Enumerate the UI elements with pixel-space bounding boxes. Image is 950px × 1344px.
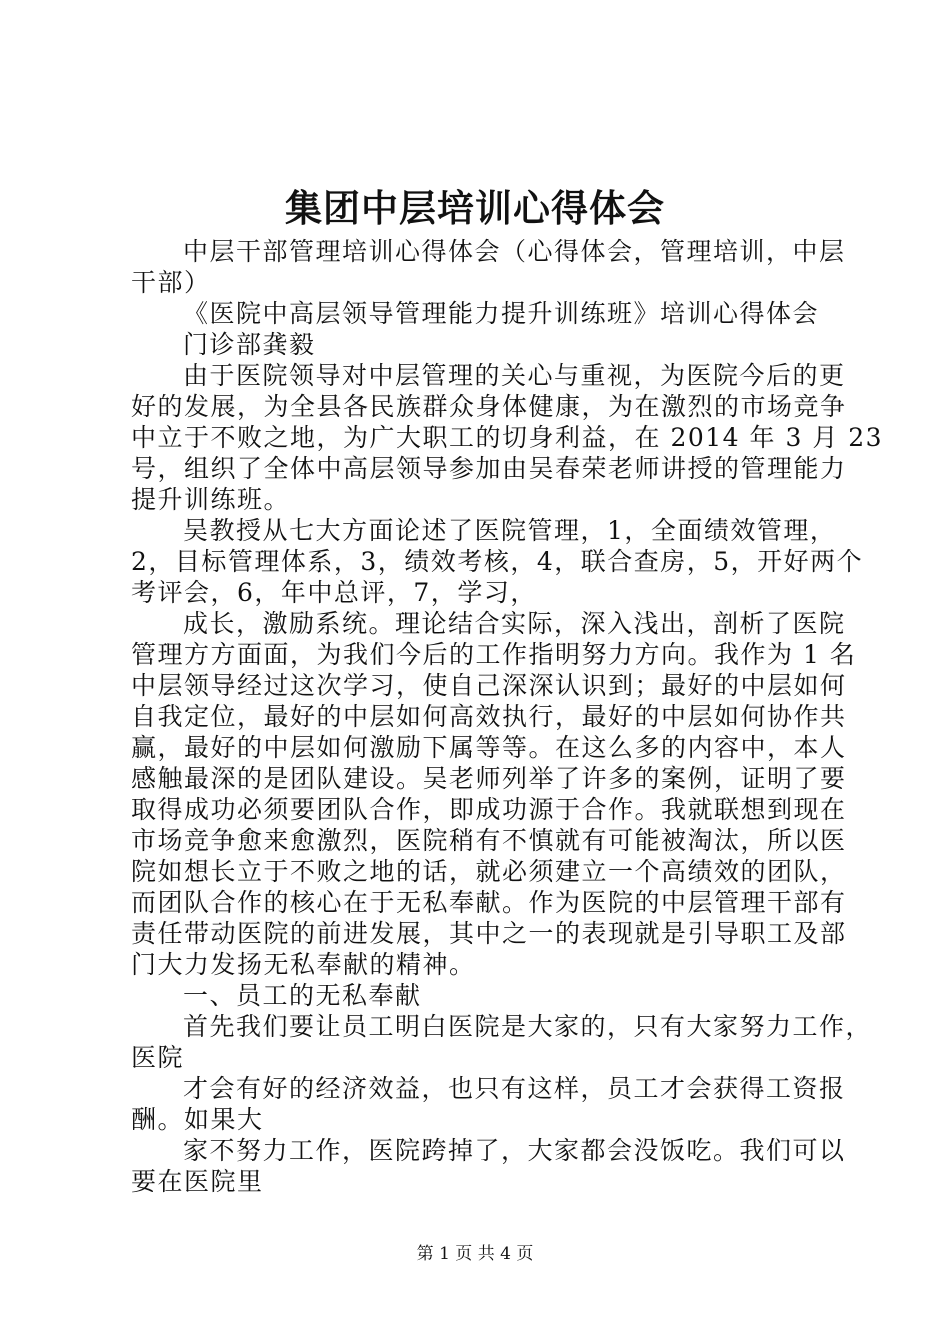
text-line: 要在医院里 [131,1167,264,1196]
text-line: 门诊部龚毅 [183,330,316,359]
text-line: 家不努力工作，医院跨掉了，大家都会没饭吃。我们可以 [183,1136,846,1165]
text-line: 赢，最好的中层如何激励下属等等。在这么多的内容中，本人 [131,733,847,762]
text-line: 中层干部管理培训心得体会（心得体会，管理培训，中层 [183,237,846,266]
text-line: 酬。如果大 [131,1105,264,1134]
text-line: 一、员工的无私奉献 [183,981,422,1010]
text-line: 自我定位，最好的中层如何高效执行，最好的中层如何协作共 [131,702,847,731]
text-line: 中立于不败之地，为广大职工的切身利益，在 2014 年 3 月 23 [131,423,884,452]
text-line: 管理方方面面，为我们今后的工作指明努力方向。我作为 1 名 [131,640,857,669]
text-line: 中层领导经过这次学习，使自己深深认识到；最好的中层如何 [131,671,847,700]
text-line: 由于医院领导对中层管理的关心与重视，为医院今后的更 [183,361,846,390]
text-line: 《医院中高层领导管理能力提升训练班》培训心得体会 [183,299,820,328]
text-line: 医院 [131,1043,185,1072]
text-line: 院如想长立于不败之地的话，就必须建立一个高绩效的团队， [131,857,847,886]
text-line: 而团队合作的核心在于无私奉献。作为医院的中层管理干部有 [131,888,847,917]
text-line: 干部） [131,268,211,297]
text-line: 取得成功必须要团队合作，即成功源于合作。我就联想到现在 [131,795,847,824]
text-line: 市场竞争愈来愈激烈，医院稍有不慎就有可能被淘汰，所以医 [131,826,847,855]
text-line: 感触最深的是团队建设。吴老师列举了许多的案例，证明了要 [131,764,847,793]
text-line: 号，组织了全体中高层领导参加由吴春荣老师讲授的管理能力 [131,454,847,483]
text-line: 才会有好的经济效益，也只有这样，员工才会获得工资报 [183,1074,846,1103]
text-line: 成长，激励系统。理论结合实际，深入浅出，剖析了医院 [183,609,846,638]
text-line: 好的发展，为全县各民族群众身体健康，为在激烈的市场竞争 [131,392,847,421]
text-line: 首先我们要让员工明白医院是大家的，只有大家努力工作， [183,1012,873,1041]
text-line: 考评会，6，年中总评，7，学习， [131,578,537,607]
text-line: 吴教授从七大方面论述了医院管理，1，全面绩效管理， [183,516,837,545]
document-body [131,236,884,1197]
page-footer: 第 1 页 共 4 页 [416,1244,534,1264]
text-line: 责任带动医院的前进发展，其中之一的表现就是引导职工及部 [131,919,847,948]
text-line: 2，目标管理体系，3，绩效考核，4，联合查房，5，开好两个 [131,547,864,576]
text-line: 提升训练班。 [131,485,291,514]
text-line: 门大力发扬无私奉献的精神。 [131,950,476,979]
document-title: 集团中层培训心得体会 [285,187,665,230]
